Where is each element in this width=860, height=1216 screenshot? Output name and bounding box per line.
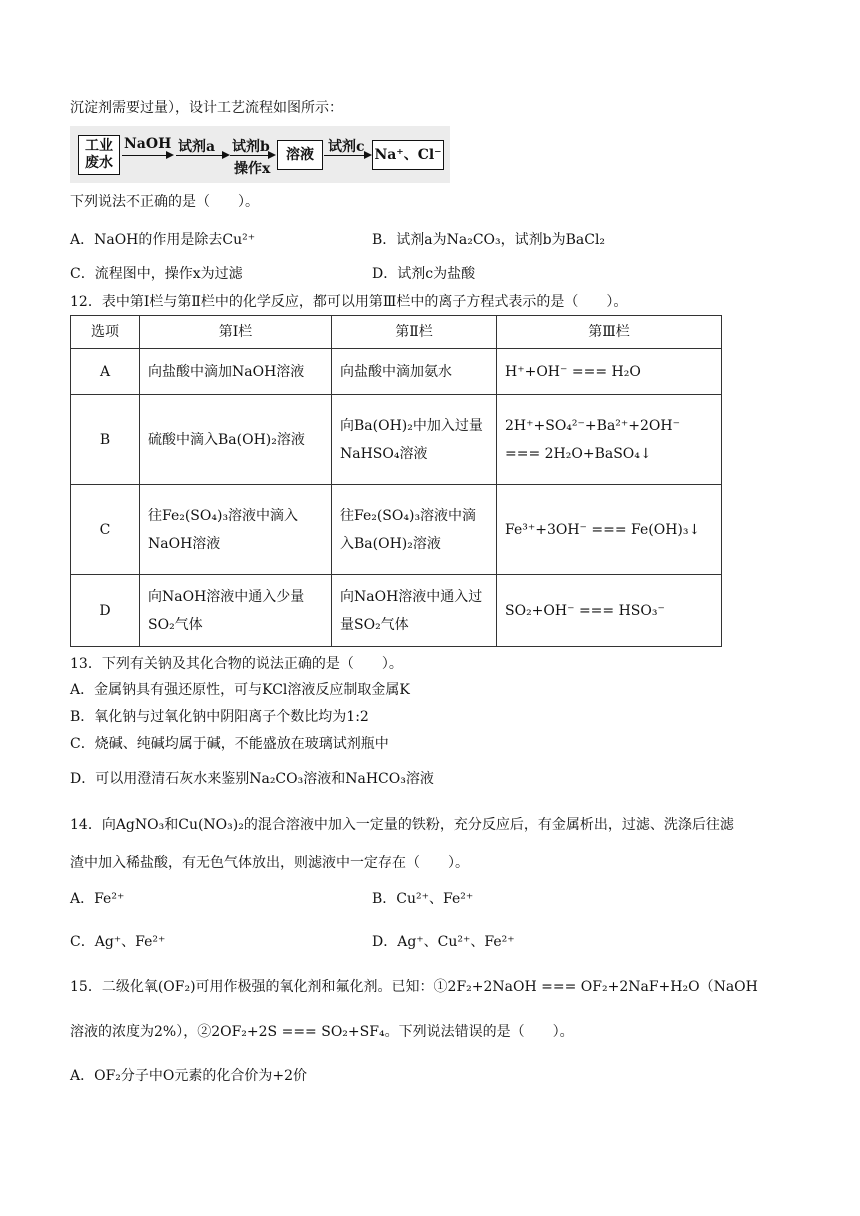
flow-arrow-1 bbox=[122, 155, 172, 156]
table-row bbox=[71, 395, 722, 485]
flow-arrow-2 bbox=[176, 155, 228, 156]
row-col1: 硫酸中滴入Ba(OH)₂溶液 bbox=[140, 395, 332, 485]
q14-option-b: B．Cu²⁺、Fe²⁺ bbox=[372, 891, 474, 907]
flow-label-reagent-c: 试剂c bbox=[328, 139, 365, 155]
q15-option-a: A．OF₂分子中O元素的化合价为+2价 bbox=[70, 1068, 308, 1084]
intro-tail: 沉淀剂需要过量），设计工艺流程如图所示： bbox=[70, 100, 343, 116]
header-option: 选项 bbox=[71, 316, 140, 349]
row-col1: 向盐酸中滴加NaOH溶液 bbox=[140, 349, 332, 395]
row-col3: SO₂+OH⁻ === HSO₃⁻ bbox=[497, 575, 722, 647]
table-row bbox=[71, 575, 722, 647]
flow-box-wastewater: 工业废水 bbox=[78, 135, 120, 175]
row-option: C bbox=[71, 485, 140, 575]
flow-label-operation-x: 操作x bbox=[234, 161, 271, 177]
q11-option-b: B．试剂a为Na₂CO₃，试剂b为BaCl₂ bbox=[372, 232, 606, 248]
q13-stem: 13．下列有关钠及其化合物的说法正确的是（ ）。 bbox=[70, 656, 403, 672]
process-flow-diagram bbox=[70, 126, 450, 183]
row-col3: 2H⁺+SO₄²⁻+Ba²⁺+2OH⁻ === 2H₂O+BaSO₄↓ bbox=[497, 395, 722, 485]
table-row bbox=[71, 349, 722, 395]
q14-option-a: A．Fe²⁺ bbox=[70, 891, 125, 907]
q11-option-d: D．试剂c为盐酸 bbox=[372, 266, 476, 282]
flow-label-reagent-b: 试剂b bbox=[232, 139, 270, 155]
table-header-row bbox=[71, 316, 722, 349]
flow-box-solution: 溶液 bbox=[277, 140, 323, 170]
flow-label-naoh: NaOH bbox=[124, 136, 172, 152]
q13-option-b: B．氧化钠与过氧化钠中阴阳离子个数比均为1:2 bbox=[70, 709, 369, 725]
q15-stem-line2: 溶液的浓度为2%），②2OF₂+2S === SO₂+SF₄。下列说法错误的是（ ）。 bbox=[70, 1024, 574, 1040]
q14-stem-line2: 渣中加入稀盐酸，有无色气体放出，则滤液中一定存在（ ）。 bbox=[70, 855, 469, 871]
q11-option-c: C．流程图中，操作x为过滤 bbox=[70, 266, 243, 282]
row-col1: 向NaOH溶液中通入少量SO₂气体 bbox=[140, 575, 332, 647]
flow-arrow-3 bbox=[230, 155, 274, 156]
q13-option-d: D．可以用澄清石灰水来鉴别Na₂CO₃溶液和NaHCO₃溶液 bbox=[70, 771, 434, 787]
row-col3: Fe³⁺+3OH⁻ === Fe(OH)₃↓ bbox=[497, 485, 722, 575]
row-col2: 向盐酸中滴加氨水 bbox=[332, 349, 497, 395]
q14-option-c: C．Ag⁺、Fe²⁺ bbox=[70, 934, 166, 950]
q14-option-d: D．Ag⁺、Cu²⁺、Fe²⁺ bbox=[372, 934, 515, 950]
table-row bbox=[71, 485, 722, 575]
q12-table bbox=[70, 315, 722, 647]
row-col3: H⁺+OH⁻ === H₂O bbox=[497, 349, 722, 395]
row-col2: 向Ba(OH)₂中加入过量NaHSO₄溶液 bbox=[332, 395, 497, 485]
q13-option-c: C．烧碱、纯碱均属于碱，不能盛放在玻璃试剂瓶中 bbox=[70, 736, 389, 752]
q11-stem: 下列说法不正确的是（ ）。 bbox=[70, 194, 259, 210]
q12-stem: 12．表中第Ⅰ栏与第Ⅱ栏中的化学反应，都可以用第Ⅲ栏中的离子方程式表示的是（ ）。 bbox=[70, 294, 628, 310]
flow-arrow-4 bbox=[324, 155, 370, 156]
header-col2: 第Ⅱ栏 bbox=[332, 316, 497, 349]
row-col2: 向NaOH溶液中通入过量SO₂气体 bbox=[332, 575, 497, 647]
q11-option-a: A．NaOH的作用是除去Cu²⁺ bbox=[70, 232, 256, 248]
row-option: A bbox=[71, 349, 140, 395]
row-option: B bbox=[71, 395, 140, 485]
flow-label-reagent-a: 试剂a bbox=[178, 139, 216, 155]
header-col1: 第Ⅰ栏 bbox=[140, 316, 332, 349]
q14-stem-line1: 14．向AgNO₃和Cu(NO₃)₂的混合溶液中加入一定量的铁粉，充分反应后，有金属析出，过滤、洗涤后往滤 bbox=[70, 817, 734, 833]
header-col3: 第Ⅲ栏 bbox=[497, 316, 722, 349]
row-col1: 往Fe₂(SO₄)₃溶液中滴入NaOH溶液 bbox=[140, 485, 332, 575]
row-option: D bbox=[71, 575, 140, 647]
flow-box-product: Na⁺、Cl⁻ bbox=[372, 140, 444, 170]
q13-option-a: A．金属钠具有强还原性，可与KCl溶液反应制取金属K bbox=[70, 682, 410, 698]
row-col2: 往Fe₂(SO₄)₃溶液中滴入Ba(OH)₂溶液 bbox=[332, 485, 497, 575]
q15-stem-line1: 15．二级化氧(OF₂)可用作极强的氧化剂和氟化剂。已知：①2F₂+2NaOH === OF₂+2NaF+H₂O（NaOH bbox=[70, 979, 758, 995]
